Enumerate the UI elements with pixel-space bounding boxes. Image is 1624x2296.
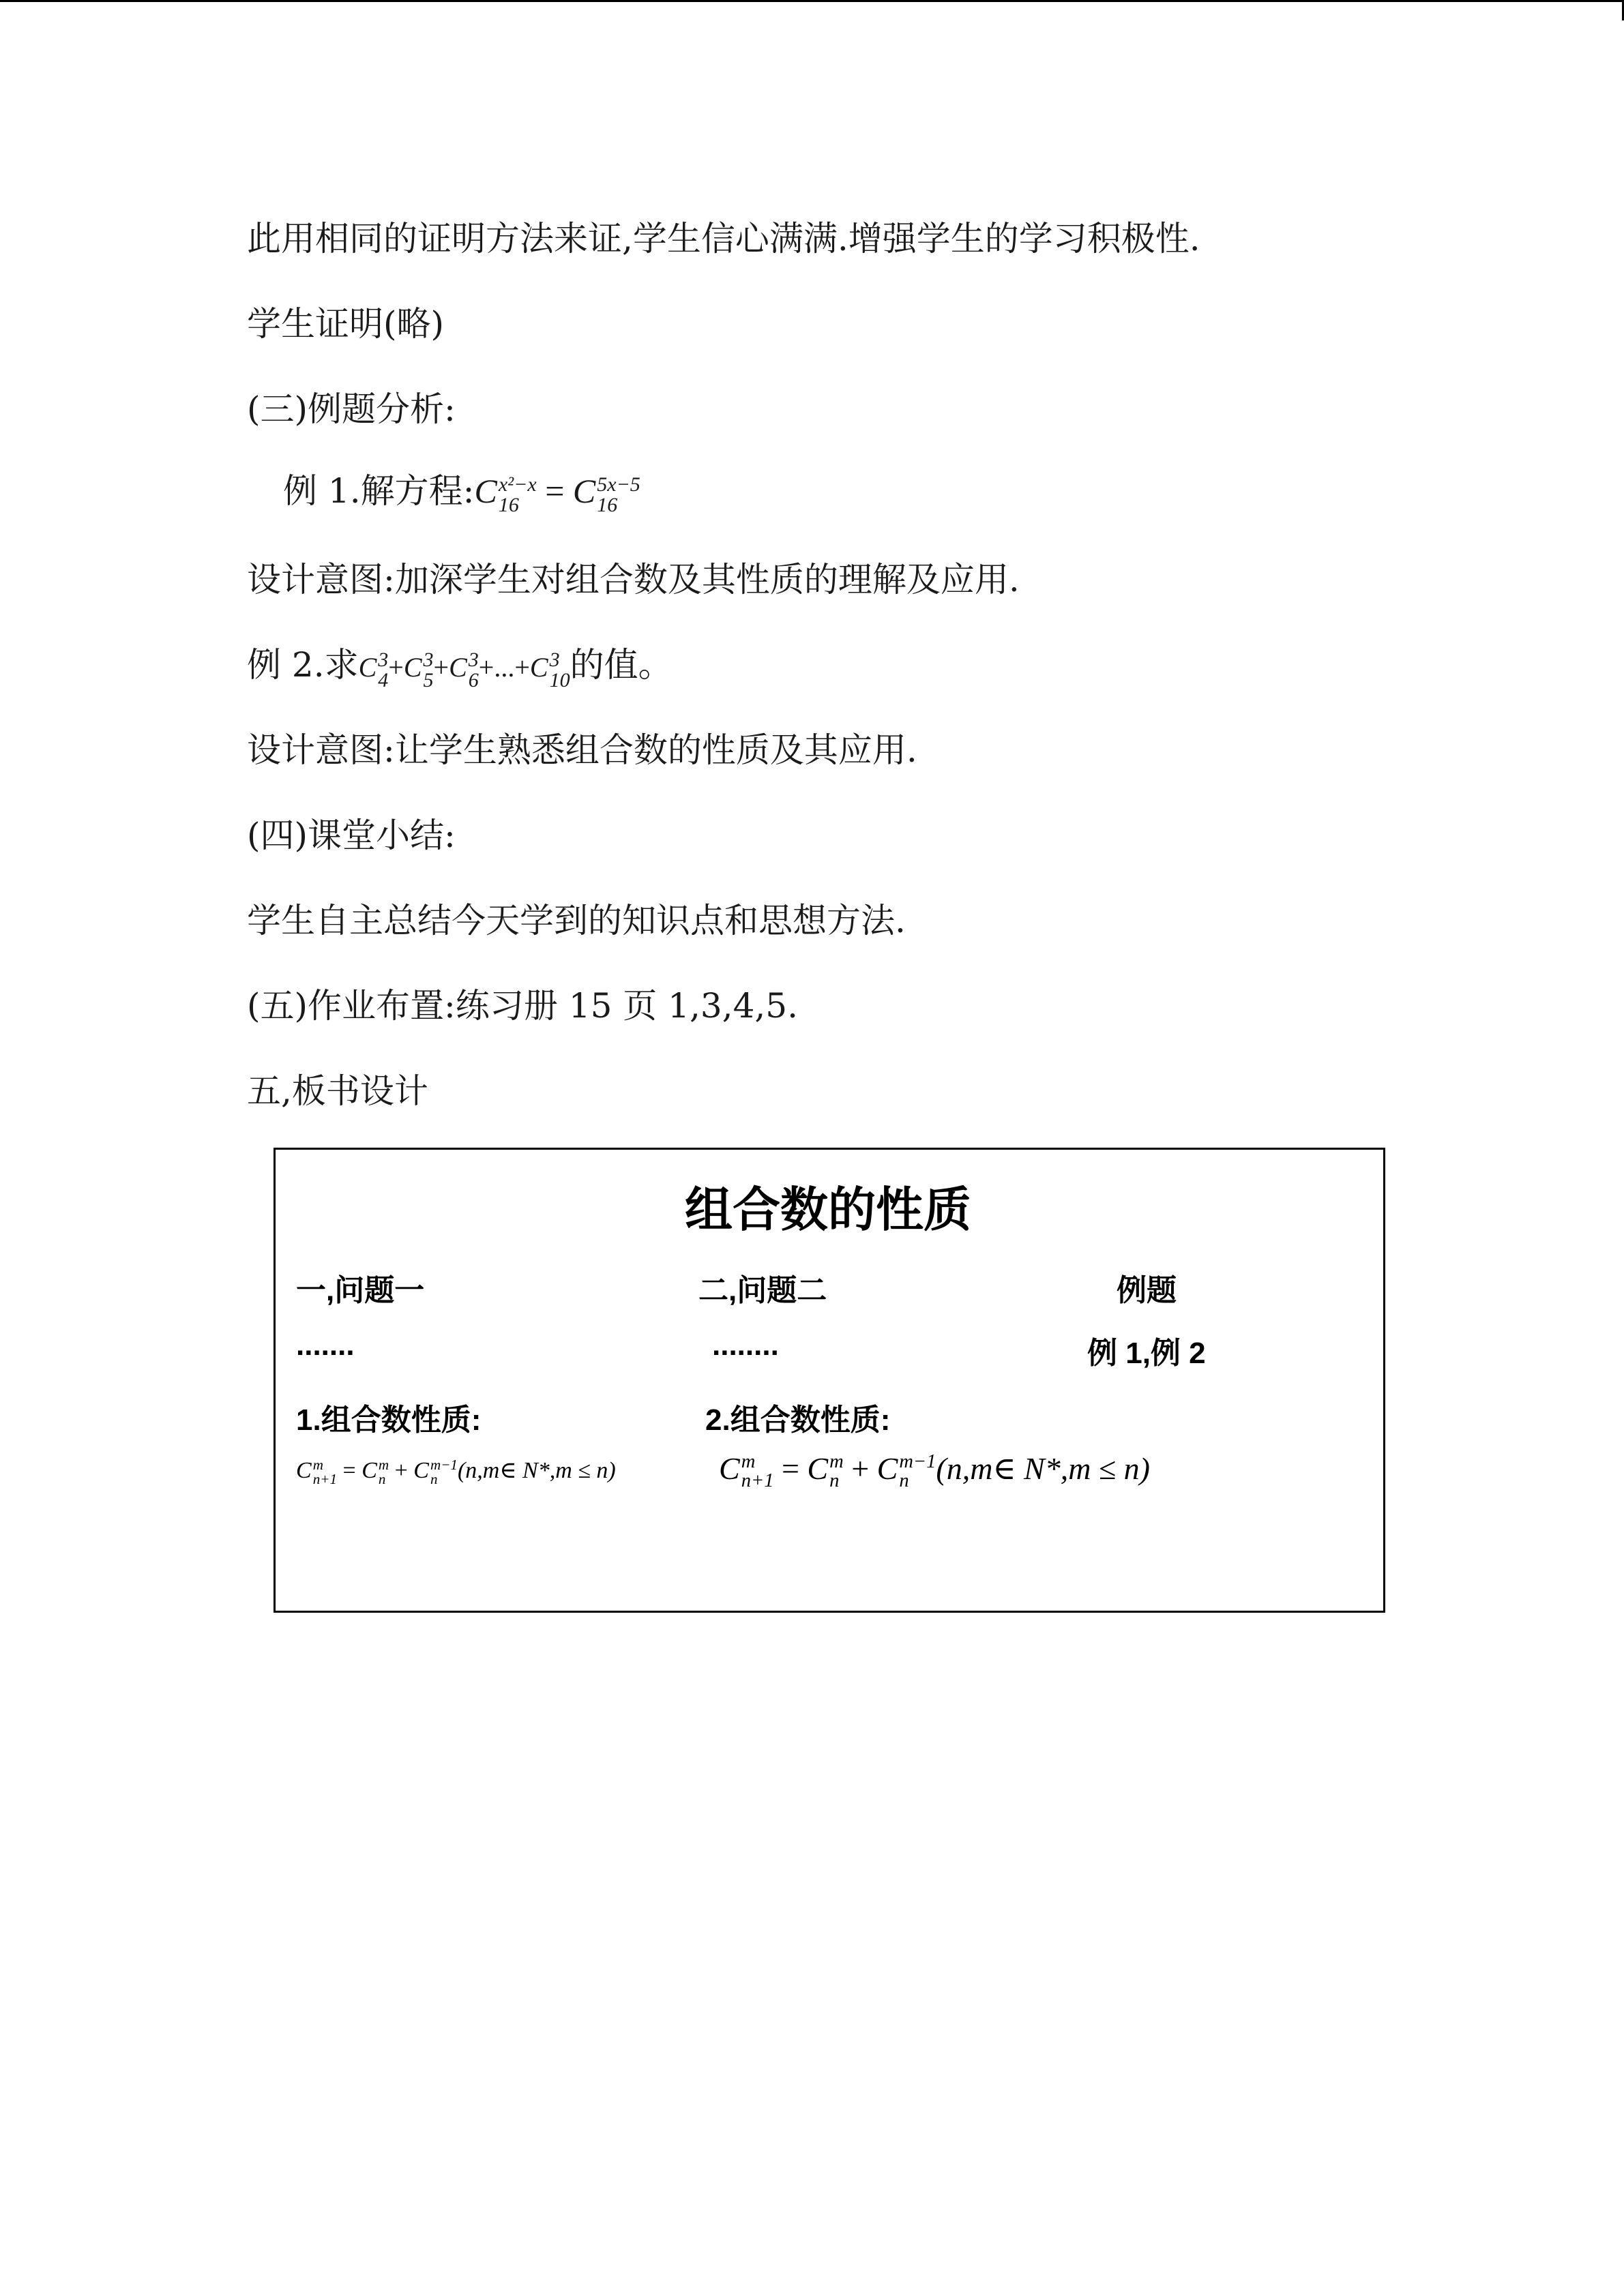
ex1-lhs-sup: x²−x	[498, 473, 537, 496]
board-col3-examples: 例 1,例 2	[1087, 1337, 1206, 1370]
paragraph-1: 此用相同的证明方法来证,学生信心满满.增强学生的学习积极性.	[247, 219, 1200, 258]
example-2	[247, 644, 673, 691]
section-board-design: 五,板书设计	[247, 1071, 428, 1111]
summary-text: 学生自主总结今天学到的知识点和思想方法.	[247, 901, 906, 940]
ex1-rhs-sub: 16	[597, 493, 618, 516]
board-formula-1: C m n+1 = C m n + C m−1 n (n,m∈ N*,m ≤ n)	[296, 1457, 616, 1488]
board-col2-heading: 二,问题二	[698, 1274, 827, 1307]
section-example-analysis: (三)例题分析:	[247, 389, 456, 429]
section-homework: (五)作业布置:练习册 15 页 1,3,4,5.	[247, 986, 798, 1026]
board-prop1: 1.组合数性质:	[296, 1403, 482, 1437]
example-1	[283, 471, 640, 516]
ex1-lhs-sub: 16	[498, 493, 519, 516]
example-2-suffix: 的值。	[570, 645, 673, 685]
section-summary: (四)课堂小结:	[247, 816, 456, 855]
example-1-equation: C x²−x 16 = C 5x−5 16	[474, 472, 640, 516]
blackboard-design-box	[274, 1148, 1385, 1613]
board-formula-1-condition: (n,m∈ N*,m ≤ n)	[457, 1458, 616, 1483]
board-col3-heading: 例题	[1117, 1274, 1177, 1307]
example-2-label: 例 2.求	[247, 645, 359, 685]
board-col2-dots: ........	[712, 1328, 779, 1362]
design-intent-1: 设计意图:加深学生对组合数及其性质的理解及应用.	[247, 560, 1020, 599]
example-2-sum: C 3 4 +C 3 5 +C 3 6 +...+C 3 10	[358, 648, 570, 691]
ex1-rhs-sup: 5x−5	[597, 473, 640, 496]
paragraph-2: 学生证明(略)	[247, 304, 445, 344]
board-formula-2: C m n+1 = C m n + C m−1 n (n,m∈ N*,m ≤ n)	[719, 1450, 1150, 1492]
design-intent-2: 设计意图:让学生熟悉组合数的性质及其应用.	[247, 730, 917, 770]
board-prop2: 2.组合数性质:	[705, 1403, 891, 1437]
top-border	[0, 0, 1624, 2]
board-formula-2-condition: (n,m∈ N*,m ≤ n)	[936, 1451, 1150, 1486]
example-1-label: 例 1.解方程:	[283, 471, 475, 511]
board-col1-heading: 一,问题一	[296, 1274, 425, 1307]
board-col1-dots: .......	[296, 1328, 355, 1362]
board-title: 组合数的性质	[685, 1183, 971, 1236]
